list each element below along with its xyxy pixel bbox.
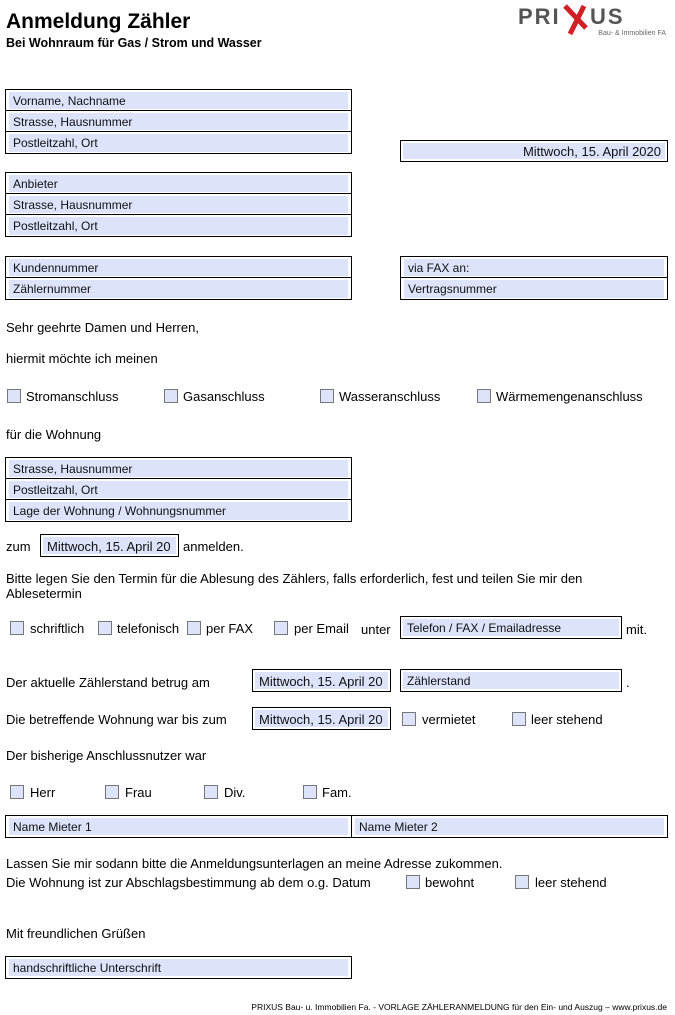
prev-user-label: Der bisherige Anschlussnutzer war bbox=[6, 748, 207, 763]
label-waerme: Wärmemengenanschluss bbox=[496, 389, 643, 404]
zum-label: zum bbox=[6, 539, 31, 554]
contact-field[interactable]: Telefon / FAX / Emailadresse bbox=[403, 619, 619, 636]
label-vermietet: vermietet bbox=[422, 712, 476, 727]
checkbox-waerme[interactable] bbox=[477, 389, 491, 403]
label-herr: Herr bbox=[30, 785, 56, 800]
provider-street-field[interactable]: Strasse, Hausnummer bbox=[9, 196, 348, 213]
meter-number-field[interactable]: Zählernummer bbox=[9, 280, 348, 298]
dot: . bbox=[626, 675, 630, 690]
checkbox-frau[interactable] bbox=[105, 785, 119, 799]
customer-number-field[interactable]: Kundennummer bbox=[9, 259, 348, 276]
fax-fields bbox=[400, 256, 668, 300]
checkbox-div[interactable] bbox=[204, 785, 218, 799]
label-wasser: Wasseranschluss bbox=[339, 389, 441, 404]
checkbox-email[interactable] bbox=[274, 621, 288, 635]
prixus-logo bbox=[518, 4, 668, 38]
rented-date-field[interactable]: Mittwoch, 15. April 20 bbox=[255, 710, 388, 727]
checkbox-leer-stehend[interactable] bbox=[515, 875, 529, 889]
checkbox-vermietet[interactable] bbox=[402, 712, 416, 726]
svg-text:PRI: PRI bbox=[518, 4, 561, 29]
meter-date-field[interactable]: Mittwoch, 15. April 20 bbox=[255, 672, 388, 689]
apartment-location-field[interactable]: Lage der Wohnung / Wohnungsnummer bbox=[9, 502, 348, 520]
reading-paragraph: Bitte legen Sie den Termin für die Ablesung des Zählers, falls erforderlich, fest und teilen Sie mir den Ablesetermin bbox=[6, 571, 583, 601]
footer: PRIXUS Bau- u. Immobilien Fa. - VORLAGE ZÄHLERANMELDUNG für den Ein- und Auszug – www.prixus.de bbox=[251, 1002, 667, 1012]
label-fax: per FAX bbox=[206, 621, 253, 636]
unter-label: unter bbox=[361, 622, 391, 637]
anmelden-label: anmelden. bbox=[183, 539, 244, 554]
provider-city-field[interactable]: Postleitzahl, Ort bbox=[9, 217, 348, 235]
meter-reading-field[interactable]: Zählerstand bbox=[403, 672, 619, 689]
sender-name-field[interactable]: Vorname, Nachname bbox=[9, 92, 348, 109]
apartment-street-field[interactable]: Strasse, Hausnummer bbox=[9, 460, 348, 477]
label-fam: Fam. bbox=[322, 785, 352, 800]
tenant1-field[interactable]: Name Mieter 1 bbox=[9, 818, 348, 835]
customer-fields bbox=[5, 256, 352, 300]
provider-name-field[interactable]: Anbieter bbox=[9, 175, 348, 192]
meter-label: Der aktuelle Zählerstand betrug am bbox=[6, 675, 210, 690]
checkbox-telefonisch[interactable] bbox=[98, 621, 112, 635]
closing-line2: Die Wohnung ist zur Abschlagsbestimmung ab dem o.g. Datum bbox=[6, 875, 371, 890]
apartment-city-field[interactable]: Postleitzahl, Ort bbox=[9, 481, 348, 498]
checkbox-strom[interactable] bbox=[7, 389, 21, 403]
label-bewohnt: bewohnt bbox=[425, 875, 475, 890]
sender-fields bbox=[5, 89, 352, 154]
apartment-fields bbox=[5, 457, 352, 522]
label-strom: Stromanschluss bbox=[26, 389, 119, 404]
tenant2-field[interactable]: Name Mieter 2 bbox=[355, 818, 664, 835]
checkbox-schriftlich[interactable] bbox=[10, 621, 24, 635]
label-frau: Frau bbox=[125, 785, 152, 800]
date-field[interactable]: Mittwoch, 15. April 2020 bbox=[403, 143, 665, 159]
page-title: Anmeldung Zähler bbox=[6, 10, 191, 33]
mit-label: mit. bbox=[626, 622, 647, 637]
rented-label: Die betreffende Wohnung war bis zum bbox=[6, 712, 227, 727]
start-date-field[interactable]: Mittwoch, 15. April 20 bbox=[43, 537, 176, 554]
provider-fields bbox=[5, 172, 352, 237]
label-leer-stehend: leer stehend bbox=[535, 875, 607, 890]
fax-field[interactable]: via FAX an: bbox=[404, 259, 664, 276]
label-telefonisch: telefonisch bbox=[117, 621, 180, 636]
signature-field[interactable]: handschriftliche Unterschrift bbox=[9, 959, 348, 976]
contract-number-field[interactable]: Vertragsnummer bbox=[404, 280, 664, 298]
label-div: Div. bbox=[224, 785, 246, 800]
checkbox-wasser[interactable] bbox=[320, 389, 334, 403]
label-leer: leer stehend bbox=[531, 712, 603, 727]
checkbox-gas[interactable] bbox=[164, 389, 178, 403]
greeting: Sehr geehrte Damen und Herren, bbox=[6, 320, 199, 335]
for-apartment: für die Wohnung bbox=[6, 427, 102, 442]
svg-text:Bau- & Immobilien FA: Bau- & Immobilien FA bbox=[598, 30, 666, 37]
checkbox-fax[interactable] bbox=[187, 621, 201, 635]
label-schriftlich: schriftlich bbox=[30, 621, 85, 636]
sender-city-field[interactable]: Postleitzahl, Ort bbox=[9, 134, 348, 152]
svg-text:US: US bbox=[590, 4, 625, 29]
regards: Mit freundlichen Grüßen bbox=[6, 926, 146, 941]
label-gas: Gasanschluss bbox=[183, 389, 265, 404]
checkbox-bewohnt[interactable] bbox=[406, 875, 420, 889]
intro: hiermit möchte ich meinen bbox=[6, 351, 158, 366]
closing-line1: Lassen Sie mir sodann bitte die Anmeldungsunterlagen an meine Adresse zukommen. bbox=[6, 856, 503, 871]
checkbox-herr[interactable] bbox=[10, 785, 24, 799]
page-subtitle: Bei Wohnraum für Gas / Strom und Wasser bbox=[6, 36, 262, 50]
sender-street-field[interactable]: Strasse, Hausnummer bbox=[9, 113, 348, 130]
checkbox-leer[interactable] bbox=[512, 712, 526, 726]
label-email: per Email bbox=[294, 621, 349, 636]
checkbox-fam[interactable] bbox=[303, 785, 317, 799]
